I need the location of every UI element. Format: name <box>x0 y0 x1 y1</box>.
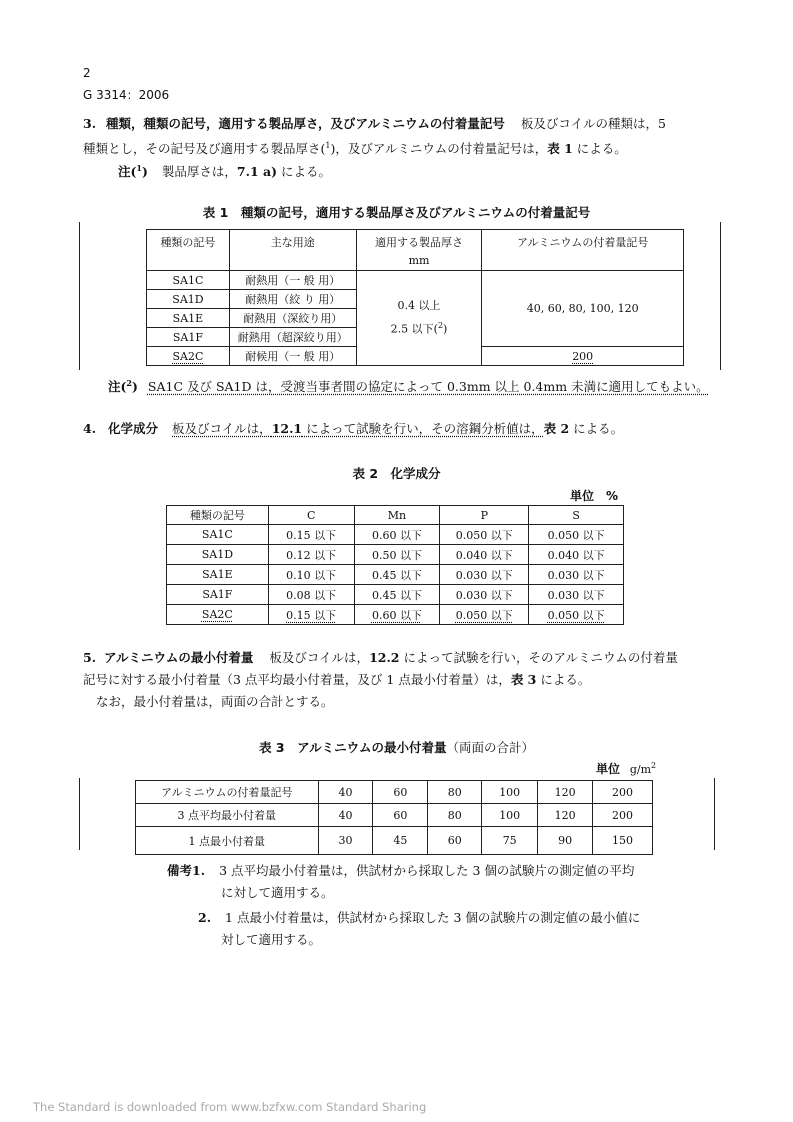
table2-reference: 表 2 <box>543 421 570 436</box>
page-number: 2 <box>83 66 91 80</box>
revision-bar <box>79 778 80 850</box>
table2-header-s: S <box>529 506 624 525</box>
table2-cell: 0.60 以下 <box>354 525 440 545</box>
table2-cell: 0.45 以下 <box>354 585 440 605</box>
remark1-number: 1. <box>192 863 206 878</box>
remark2 <box>198 907 640 929</box>
footnote-ref-1: 1 <box>325 141 331 150</box>
section5-text2a: 記号に対する最小付着量（3 点平均最小付着量，及び 1 点最小付着量）は， <box>83 672 511 687</box>
table2-cell: 0.15 以下 <box>268 525 354 545</box>
table3-cell: 120 <box>538 781 593 804</box>
section5-heading: アルミニウムの最小付着量 <box>104 650 254 665</box>
section4-number: 4. <box>83 421 97 436</box>
table2-header-c: C <box>268 506 354 525</box>
table2-cell: SA1C <box>167 525 269 545</box>
table1-cell: SA2C <box>147 347 230 366</box>
table2-cell: 0.45 以下 <box>354 565 440 585</box>
table3-unit: 単位 $g/m^2$ <box>596 761 657 776</box>
section4-heading: 化学成分 <box>108 421 159 436</box>
table-row <box>167 565 624 585</box>
table2-cell: 0.50 以下 <box>354 545 440 565</box>
note2-text: SA1C 及び SA1D は，受渡当事者間の協定によって 0.3mm 以上 0.4mm 未満に適用してもよい。 <box>147 379 709 395</box>
remark1-line2: に対して適用する。 <box>221 885 334 900</box>
table2-cell: 0.040 以下 <box>529 545 624 565</box>
table1-caption: 表 1 種類の記号，適用する製品厚さ及びアルミニウムの付着量記号 <box>202 205 591 220</box>
section4-text-underlined: 板及びコイルは，12.1 によって試験を行い，その溶鋼分析値は， <box>172 421 544 436</box>
remark2-number: 2. <box>198 910 212 925</box>
remarks-label: 備考 <box>167 863 193 878</box>
section3-heading: 種類，種類の記号，適用する製品厚さ，及びアルミニウムの付着量記号 <box>106 116 505 131</box>
table1-coating-sa1-cell: 40, 60, 80, 100, 120 <box>482 271 684 347</box>
note1-label: 注($^1$) <box>118 163 148 180</box>
table2-cell: 0.15 以下 <box>268 605 354 625</box>
section5-text1a: 板及びコイルは， <box>269 650 370 665</box>
table2-cell: 0.08 以下 <box>268 585 354 605</box>
remark1 <box>167 860 634 882</box>
table2-cell: 0.030 以下 <box>440 565 529 585</box>
table-row <box>167 585 624 605</box>
section5-line1 <box>83 647 678 669</box>
section5-text2b: による。 <box>536 672 591 687</box>
table2-cell: 0.050 以下 <box>440 605 529 625</box>
table2-caption: 表 2 化学成分 <box>352 466 441 481</box>
section5-number: 5. <box>83 650 97 665</box>
table1-thickness-cell: 0.4 以上 2.5 以下($^2$) <box>356 271 482 366</box>
table-row <box>136 804 653 827</box>
table-row <box>167 605 624 625</box>
table3-cell: 200 <box>593 804 653 827</box>
table2-cell: SA1E <box>167 565 269 585</box>
table1-cell: 耐熱用（絞 り 用） <box>229 290 356 309</box>
table3-cell: 40 <box>318 781 373 804</box>
table3-cell: 60 <box>373 804 428 827</box>
section3-number: 3. <box>83 116 97 131</box>
table2-unit: 単位 % <box>570 489 619 503</box>
table1-cell: SA1C <box>147 271 230 290</box>
table-row <box>147 271 684 290</box>
table3 <box>135 780 653 855</box>
table1-header-coating: アルミニウムの付着量記号 <box>482 230 684 271</box>
table3-cell: 80 <box>428 804 482 827</box>
table3-cell: 75 <box>482 827 538 855</box>
table2-header-p: P <box>440 506 529 525</box>
revision-bar <box>79 222 80 370</box>
table2-cell: SA2C <box>167 605 269 625</box>
table3-cell: 120 <box>538 804 593 827</box>
table3-cell: 100 <box>482 804 538 827</box>
section3-text1: 板及びコイルの種類は，5 <box>520 116 667 131</box>
table1-reference: 表 1 <box>547 141 573 157</box>
note2 <box>108 372 709 398</box>
table3-cell: アルミニウムの付着量記号 <box>136 781 319 804</box>
table3-cell: 100 <box>482 781 538 804</box>
table3-cell: 45 <box>373 827 428 855</box>
table-row <box>136 781 653 804</box>
table1-header-use: 主な用途 <box>229 230 356 271</box>
table2-cell: 0.030 以下 <box>440 585 529 605</box>
note1 <box>118 157 331 183</box>
table3-cell: 40 <box>318 804 373 827</box>
table1-cell: 耐熱用（超深絞り用） <box>229 328 356 347</box>
table3-reference: 表 3 <box>510 672 537 687</box>
table3-cell: 1 点最小付着量 <box>136 827 319 855</box>
table3-cell: 90 <box>538 827 593 855</box>
table3-cell: 3 点平均最小付着量 <box>136 804 319 827</box>
clause-reference: 12.1 <box>271 421 303 436</box>
table2-cell: SA1F <box>167 585 269 605</box>
revision-bar <box>720 222 721 370</box>
table1-cell: SA1E <box>147 309 230 328</box>
table2-cell: 0.030 以下 <box>529 565 624 585</box>
clause-reference: 12.2 <box>369 650 400 665</box>
note1-reference: 7.1 a) <box>236 164 278 180</box>
table2-cell: SA1D <box>167 545 269 565</box>
download-watermark: The Standard is downloaded from www.bzfxw.com Standard Sharing <box>33 1100 427 1114</box>
section3-text2c: による。 <box>572 141 627 157</box>
table2-cell: 0.10 以下 <box>268 565 354 585</box>
remark2-line2: 対して適用する。 <box>221 932 322 947</box>
table2-cell: 0.030 以下 <box>529 585 624 605</box>
remark2-line1: 1 点最小付着量は，供試材から採取した 3 個の試験片の測定値の最小値に <box>225 910 641 925</box>
table1-header-thickness: 適用する製品厚さ mm <box>356 230 482 271</box>
section3-text2b: )，及びアルミニウムの付着量記号は， <box>330 141 548 157</box>
table1-header-unit: mm <box>408 254 430 267</box>
table2-header-row <box>167 506 624 525</box>
table3-cell: 80 <box>428 781 482 804</box>
table-row <box>167 545 624 565</box>
table3-caption: 表 3 アルミニウムの最小付着量（両面の合計） <box>259 740 534 755</box>
revision-bar <box>714 778 715 850</box>
note1-text2: による。 <box>277 164 332 180</box>
table3-cell: 200 <box>593 781 653 804</box>
table-row <box>167 525 624 545</box>
table3-cell: 150 <box>593 827 653 855</box>
remark1-line1: 3 点平均最小付着量は，供試材から採取した 3 個の試験片の測定値の平均 <box>219 863 635 878</box>
table-row <box>136 827 653 855</box>
table2-cell: 0.050 以下 <box>440 525 529 545</box>
table2-cell: 0.040 以下 <box>440 545 529 565</box>
table1-cell: 耐熱用（深絞り用） <box>229 309 356 328</box>
table3-cell: 60 <box>373 781 428 804</box>
table1-cell: 耐候用（一 般 用） <box>229 347 356 366</box>
table2-cell: 0.60 以下 <box>354 605 440 625</box>
table2-cell: 0.050 以下 <box>529 605 624 625</box>
table1-cell: SA1F <box>147 328 230 347</box>
table1-cell: 耐熱用（一 般 用） <box>229 271 356 290</box>
section5-line2 <box>83 669 590 691</box>
table2-cell: 0.12 以下 <box>268 545 354 565</box>
table3-cell: 60 <box>428 827 482 855</box>
note1-text: 製品厚さは， <box>161 164 237 180</box>
section4-line: 4. 化学成分 板及びコイルは，12.1 によって試験を行い，その溶鋼分析値は，表 2 による。 <box>83 421 624 436</box>
table1-header-row <box>147 230 684 271</box>
table1-coating-sa2-cell: 200 <box>482 347 684 366</box>
section5-text1b: によって試験を行い，そのアルミニウムの付着量 <box>399 650 678 665</box>
table1-cell: SA1D <box>147 290 230 309</box>
table1 <box>146 229 684 366</box>
table2 <box>166 505 624 625</box>
section3-line1 <box>83 113 666 135</box>
section5-line3: なお，最小付着量は，両面の合計とする。 <box>96 694 334 709</box>
table2-header-mn: Mn <box>354 506 440 525</box>
table2-header-symbol: 種類の記号 <box>167 506 269 525</box>
table3-cell: 30 <box>318 827 373 855</box>
table2-cell: 0.050 以下 <box>529 525 624 545</box>
note2-label: 注($^2$) <box>108 378 138 395</box>
standard-id: G 3314：2006 <box>83 88 170 102</box>
table1-header-symbol: 種類の記号 <box>147 230 230 271</box>
section3-text2a: 種類とし，その記号及び適用する製品厚さ( <box>83 141 326 157</box>
